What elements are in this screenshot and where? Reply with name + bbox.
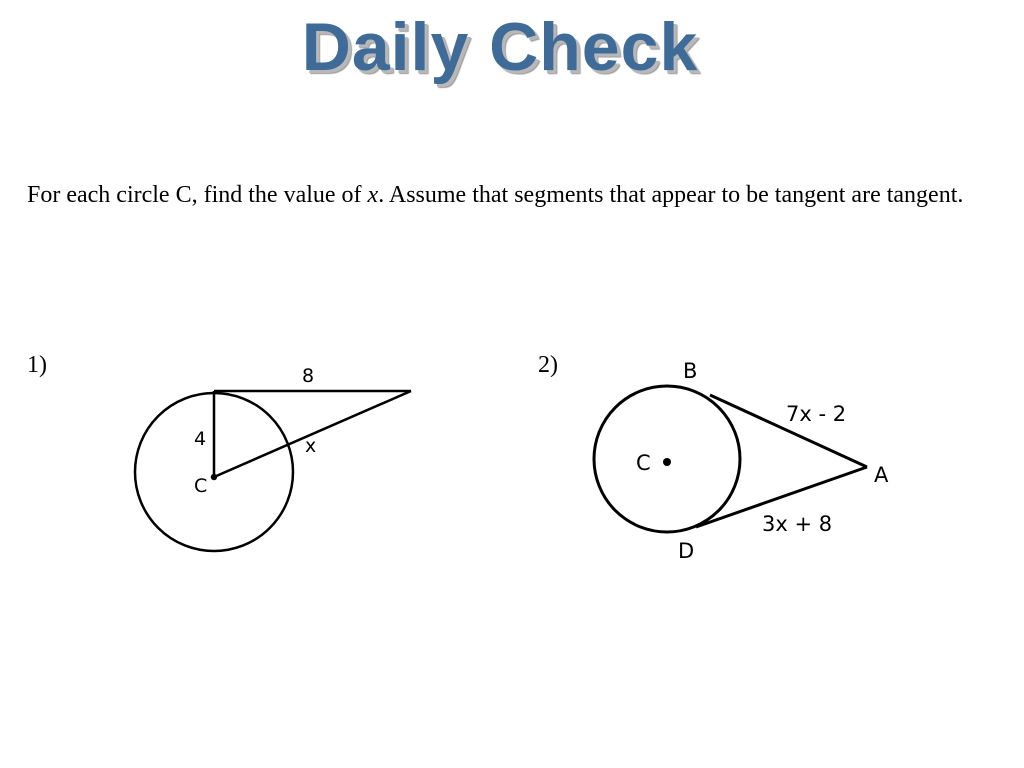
problem-2-center-label: C: [636, 451, 651, 475]
problem-1-center-point: [211, 474, 217, 480]
problem-2-point-d-label: D: [678, 539, 695, 563]
problem-1-secant-label: x: [305, 435, 317, 457]
problem-2-segment-ba-label: 7x - 2: [786, 402, 847, 426]
problem-1-tangent-label: 8: [302, 365, 315, 387]
problem-2-segment-da-label: 3x + 8: [762, 512, 833, 536]
instructions-part-1: For each circle C, find the value of: [27, 182, 368, 208]
problem-1-secant-segment: [214, 391, 411, 477]
problem-2-point-b-label: B: [683, 359, 698, 383]
problem-2-number: 2): [538, 352, 558, 378]
problem-1-figure: [135, 365, 411, 551]
instructions-variable: x: [367, 182, 379, 208]
problem-1-center-label: C: [194, 475, 208, 497]
problem-2-figure: [594, 359, 889, 563]
problem-1-number: 1): [27, 352, 47, 378]
instructions-part-2: . Assume that segments that appear to be tangent are tangent.: [378, 182, 964, 208]
problem-2-center-point: [663, 458, 671, 466]
problem-2-point-a-label: A: [874, 463, 889, 487]
slide-title: Daily Check: [301, 9, 699, 85]
problem-1-radius-label: 4: [194, 428, 207, 450]
